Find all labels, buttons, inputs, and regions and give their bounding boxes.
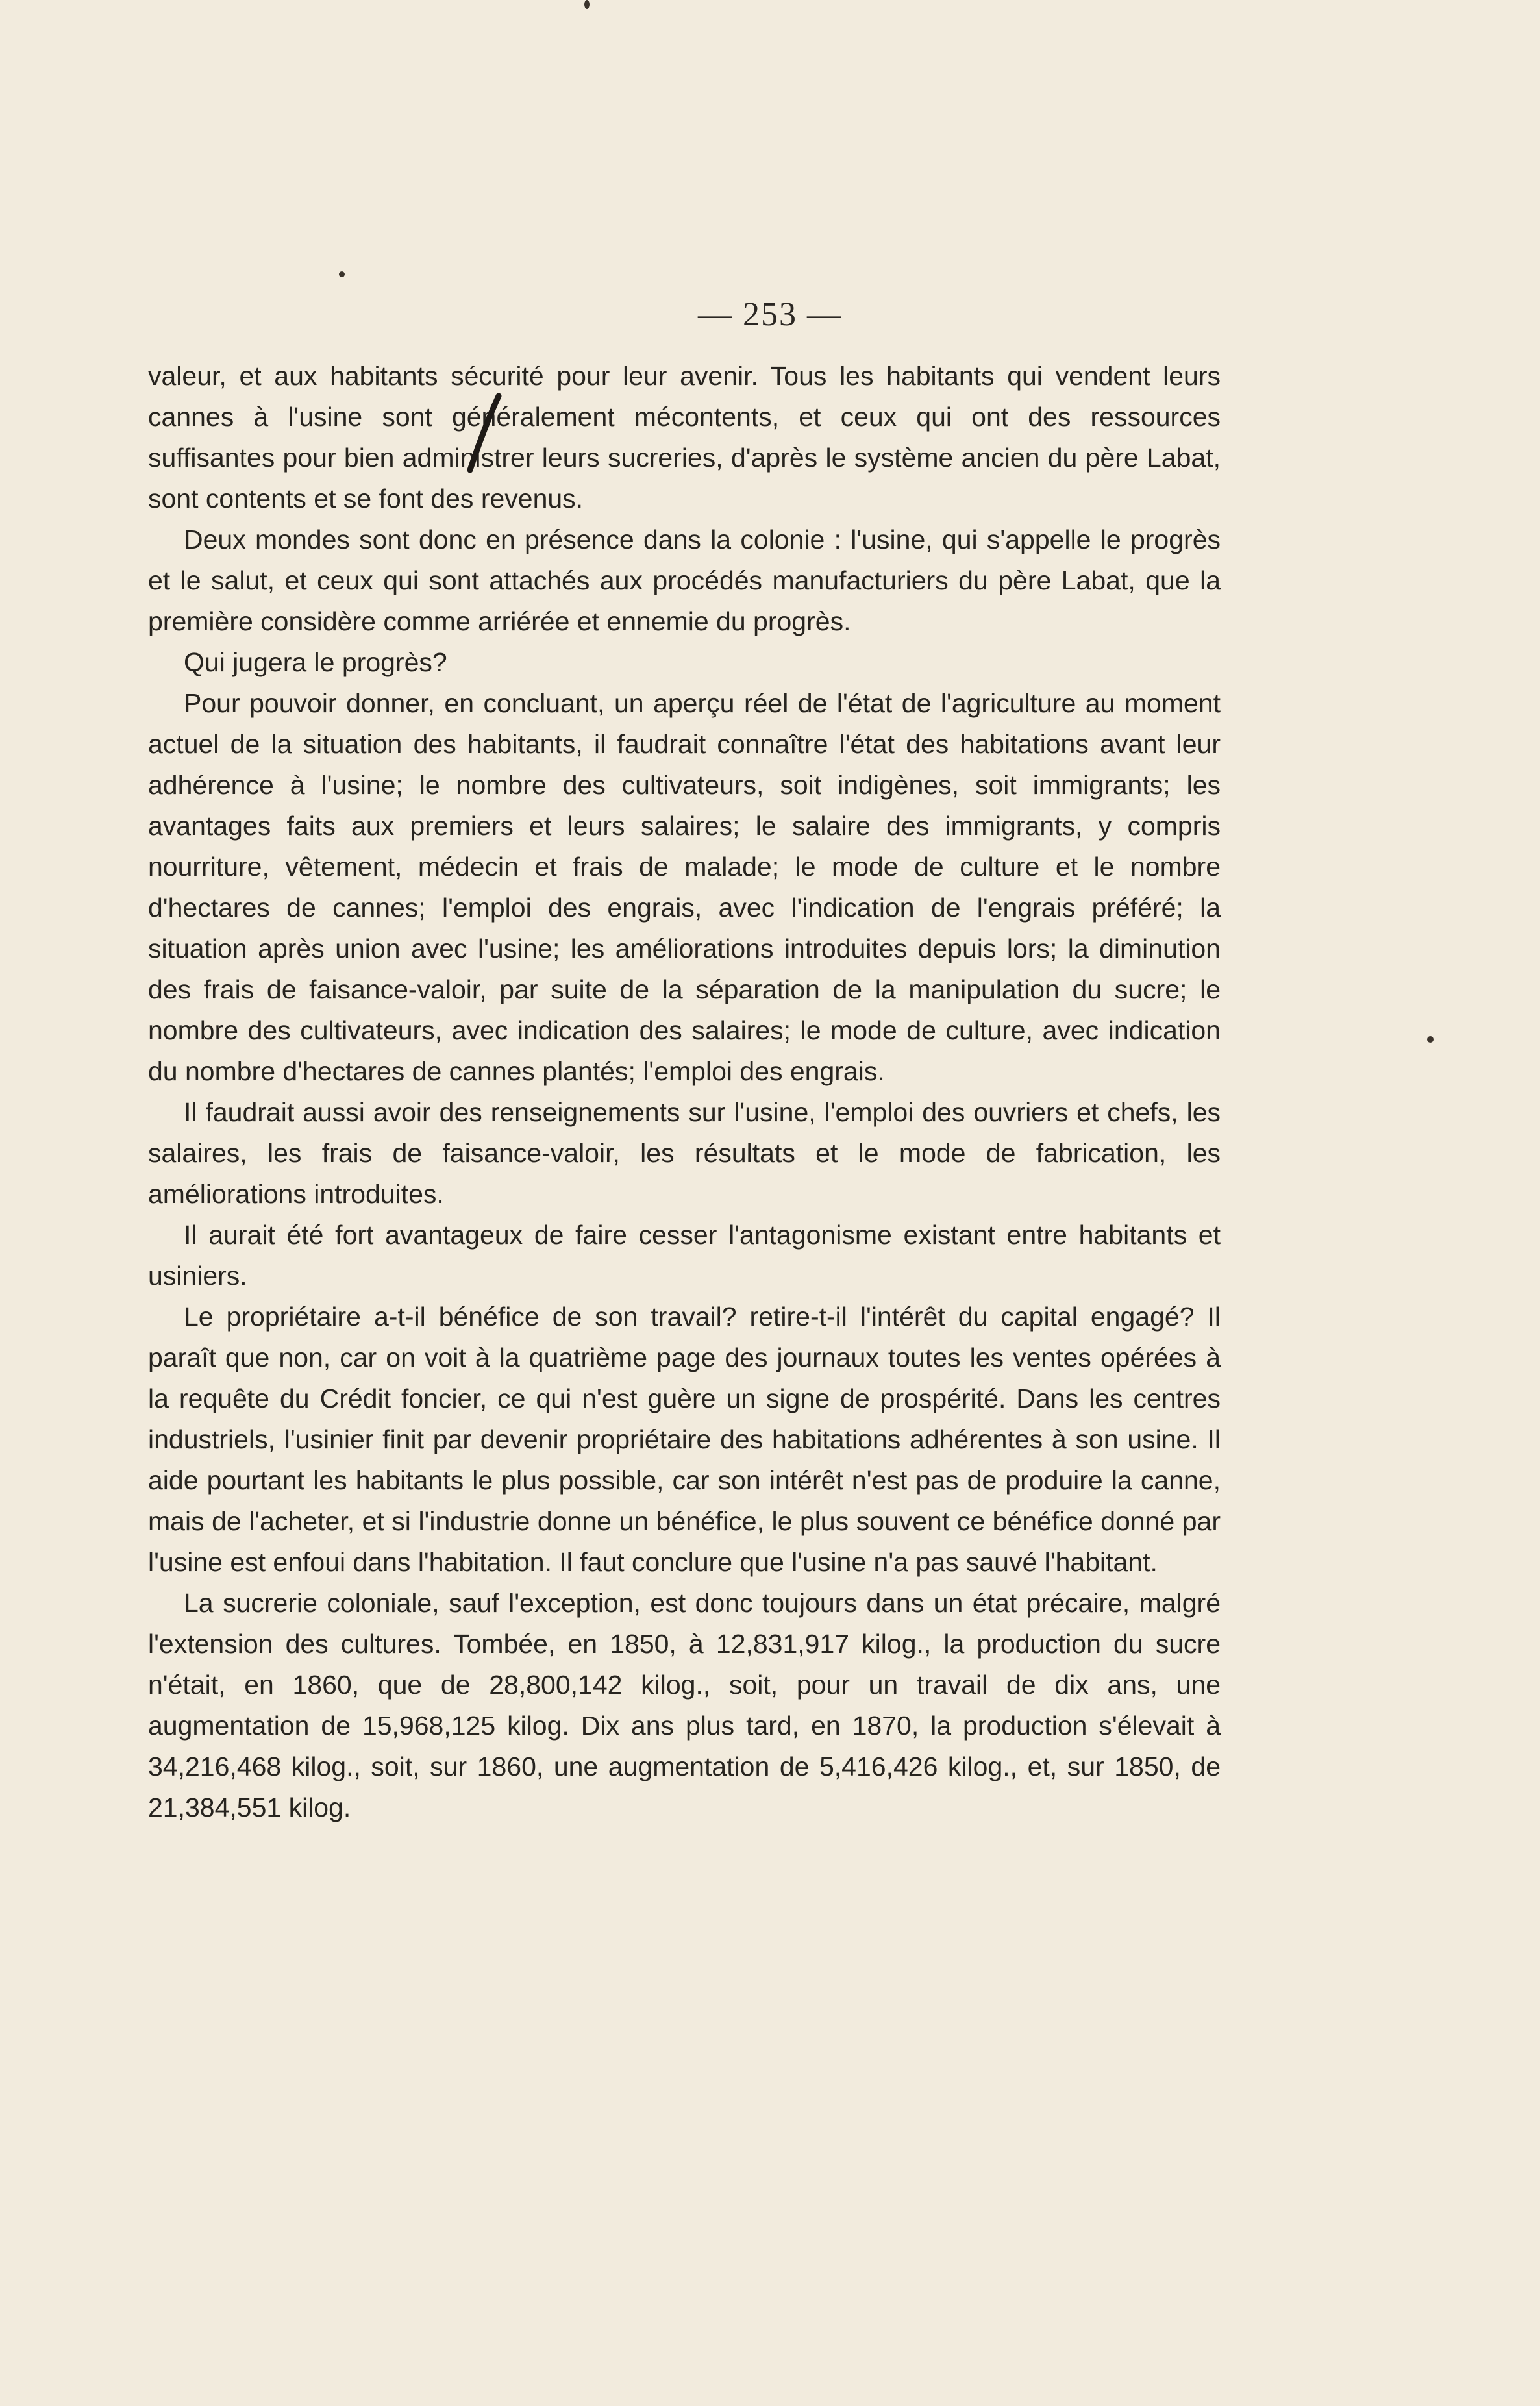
paragraph-5: Il faudrait aussi avoir des renseignements sur l'usine, l'emploi des ouvriers et chefs, les salaires, les frais de faisance-valoir, les résultats et le mode de fabrication, les améliorations introduites. (148, 1097, 1221, 1209)
paragraph-1: valeur, et aux habitants sécurité pour leur avenir. Tous les habitants qui vendent leurs cannes à l'usine sont généralement mécontents, et ceux qui ont des ressources suffisantes pour bien administrer leurs sucreries, d'après le système ancien du père Labat, sont contents et se font des revenus. (148, 361, 1221, 514)
ink-speck (584, 0, 590, 9)
paragraph-3: Qui jugera le progrès? (184, 647, 447, 677)
page-number: — 253 — (698, 296, 842, 333)
paragraph-8: La sucrerie coloniale, sauf l'exception, est donc toujours dans un état précaire, malgré l'extension des cultures. Tombée, en 1850, à 12,831,917 kilog., la production du sucre n'était, en 1860, que de 28,800,142 kilog., soit, pour un travail de dix ans, une augmentation de 15,968,125 kilog. Dix ans plus tard, en 1870, la production s'élevait à 34,216,468 kilog., soit, sur 1860, une augmentation de 5,416,426 kilog., et, sur 1850, de 21,384,551 kilog. (148, 1588, 1221, 1822)
ink-speck (339, 271, 345, 277)
body-text (148, 356, 1221, 1828)
paragraph-4: Pour pouvoir donner, en concluant, un aperçu réel de l'état de l'agriculture au moment actuel de la situation des habitants, il faudrait connaître l'état des habitations avant leur adhérence à l'usine; le nombre des cultivateurs, soit indigènes, soit immigrants; les avantages faits aux premiers et leurs salaires; le salaire des immigrants, y compris nourriture, vêtement, médecin et frais de malade; le mode de culture et le nombre d'hectares de cannes; l'emploi des engrais, avec l'indication de l'engrais préféré; la situation après union avec l'usine; les améliorations introduites depuis lors; la diminution des frais de faisance-valoir, par suite de la séparation de la manipulation du sucre; le nombre des cultivateurs, avec indication des salaires; le mode de culture, avec indication du nombre d'hectares de cannes plantés; l'emploi des engrais. (148, 688, 1221, 1086)
paragraph-2: Deux mondes sont donc en présence dans la colonie : l'usine, qui s'appelle le progrès et le salut, et ceux qui sont attachés aux procédés manufacturiers du père Labat, que la première considère comme arriérée et ennemie du progrès. (148, 525, 1221, 636)
paragraph-7: Le propriétaire a-t-il bénéfice de son travail? retire-t-il l'intérêt du capital engagé? Il paraît que non, car on voit à la quatrième page des journaux toutes les ventes opérées à la requête du Crédit foncier, ce qui n'est guère un signe de prospérité. Dans les centres industriels, l'usinier finit par devenir propriétaire des habitations adhérentes à son usine. Il aide pourtant les habitants le plus possible, car son intérêt n'est pas de produire la canne, mais de l'acheter, et si l'industrie donne un bénéfice, le plus souvent ce bénéfice donné par l'usine est enfoui dans l'habitation. Il faut conclure que l'usine n'a pas sauvé l'habitant. (148, 1302, 1221, 1577)
paragraph-6: Il aurait été fort avantageux de faire cesser l'antagonisme existant entre habitants et usiniers. (148, 1220, 1221, 1291)
handwritten-slash-mark (465, 393, 504, 474)
ink-speck (1427, 1036, 1434, 1043)
